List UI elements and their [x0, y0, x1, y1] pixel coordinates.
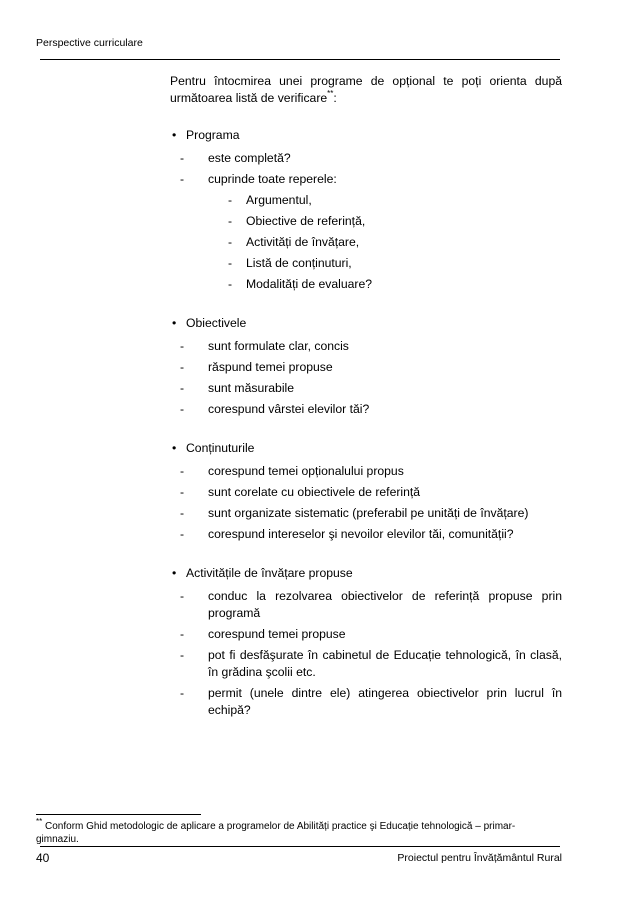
footnote-mark: ** — [36, 816, 43, 826]
footnote-text: Conform Ghid metodologic de aplicare a programelor de Abilități practice şi Educație tehnologică – primar-gimnaziu. — [36, 821, 516, 845]
list-item: - cuprinde toate reperele: — [180, 172, 337, 186]
section-activitatile — [170, 565, 562, 719]
intro-text: Pentru întocmirea unei programe de opțional te poți orienta după următoarea listă de verificare — [170, 74, 562, 105]
list-item: - permit (unele dintre ele) atingerea obiectivelor prin lucrul în echipă? — [180, 686, 562, 717]
bullet-icon: • — [172, 316, 177, 330]
list-item: - răspund temei propuse — [180, 360, 333, 374]
list-item: - sunt formulate clar, concis — [180, 339, 349, 353]
intro-paragraph — [170, 73, 562, 107]
list-item: - corespund temei opționalului propus — [180, 464, 404, 478]
footer-title: Proiectul pentru Învățământul Rural — [397, 852, 562, 864]
sub-list-item: - Listă de conținuturi, — [228, 256, 352, 270]
list-item: - este completă? — [180, 151, 291, 165]
section-title: Programa — [186, 128, 240, 142]
main-content — [170, 73, 562, 719]
section-title: Obiectivele — [186, 316, 247, 330]
list-item: - pot fi desfăşurate în cabinetul de Educație tehnologică, în clasă, în grădina şcolii etc. — [180, 648, 562, 679]
list-item: - sunt corelate cu obiectivele de referință — [180, 485, 421, 499]
footer-rule — [40, 846, 560, 847]
page-header-title: Perspective curriculare — [36, 37, 143, 49]
list-item: - corespund vârstei elevilor tăi? — [180, 402, 370, 416]
intro-colon: : — [333, 91, 337, 105]
section-continuturile — [170, 440, 562, 543]
sub-list-item: - Obiective de referință, — [228, 214, 366, 228]
bullet-icon: • — [172, 128, 177, 142]
bullet-icon: • — [172, 566, 177, 580]
bullet-icon: • — [172, 441, 177, 455]
section-obiectivele — [170, 315, 562, 418]
sub-list-item: - Modalități de evaluare? — [228, 277, 373, 291]
list-item: - conduc la rezolvarea obiectivelor de referință propuse prin programă — [180, 589, 562, 620]
footnote-rule — [36, 814, 201, 815]
page-number: 40 — [36, 851, 50, 865]
list-item: - sunt măsurabile — [180, 381, 295, 395]
list-item: - corespund intereselor şi nevoilor elevilor tăi, comunității? — [180, 527, 514, 541]
section-title: Activitățile de învățare propuse — [186, 566, 353, 580]
list-item: - corespund temei propuse — [180, 627, 346, 641]
sub-list-item: - Argumentul, — [228, 193, 312, 207]
section-title: Conținuturile — [186, 441, 255, 455]
footnote — [36, 816, 556, 846]
section-programa — [170, 127, 562, 293]
footnote-marker: ** — [327, 88, 334, 98]
list-item: - sunt organizate sistematic (preferabil pe unități de învățare) — [180, 506, 529, 520]
header-rule — [40, 59, 560, 60]
sub-list-item: - Activități de învățare, — [228, 235, 360, 249]
